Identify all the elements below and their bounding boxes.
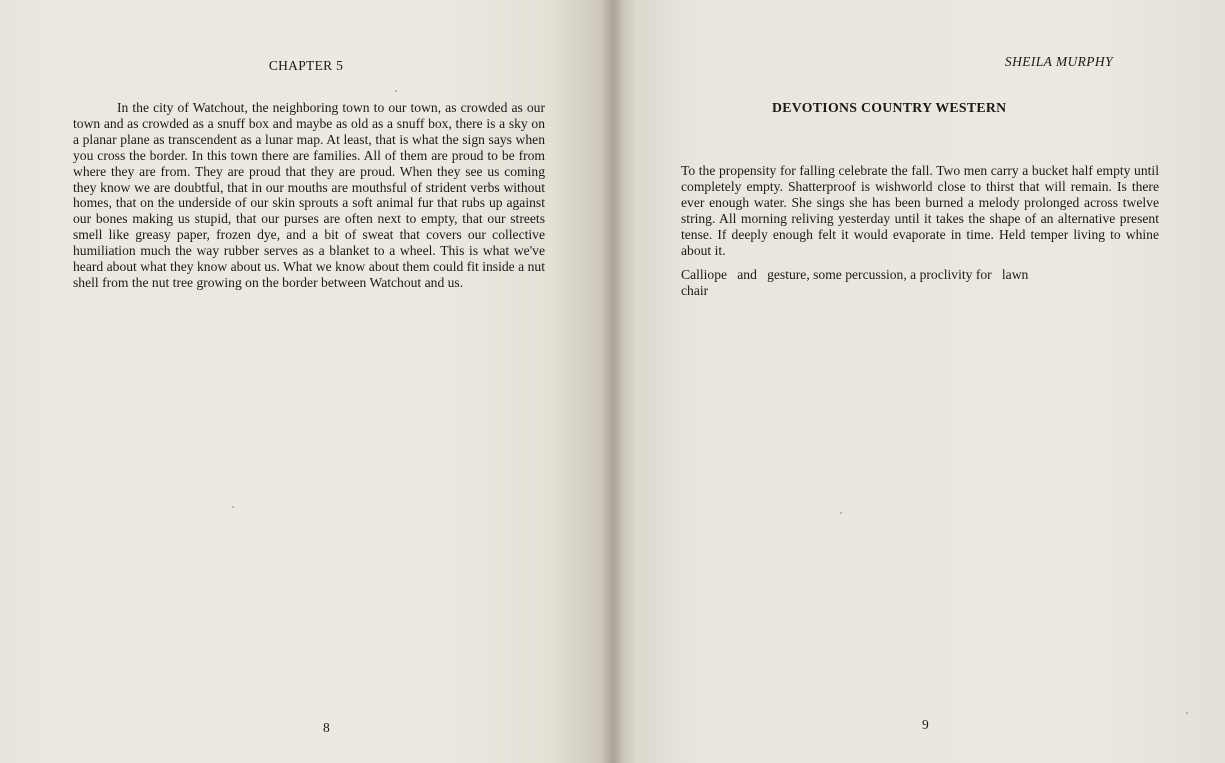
poem-closing-lines — [681, 267, 1101, 299]
paper-speck — [395, 90, 397, 92]
left-page — [0, 0, 612, 763]
poem-line: Calliope and gesture, some percussion, a proclivity for lawn — [681, 267, 1029, 282]
paper-speck — [1186, 712, 1188, 714]
paper-speck — [232, 506, 234, 508]
poem-line: chair — [681, 282, 709, 298]
author-running-head: SHEILA MURPHY — [1004, 54, 1113, 69]
book-gutter — [600, 0, 624, 763]
poem-title: DEVOTIONS COUNTRY WESTERN — [772, 100, 1007, 115]
paper-speck — [840, 512, 842, 514]
page-number-left: 8 — [323, 720, 330, 735]
chapter-heading: CHAPTER 5 — [268, 58, 344, 73]
chapter-prose: In the city of Watchout, the neighboring town to our town, as crowded as our town and as crowded as a snuff box and maybe as old as a snuff box, there is a sky on a planar plane as transcendent as a lunar map. At least, that is what the sign says when you cross the border. In this town there are families. All of them are proud to be from where they are from. They are proud that they are proud. When they see us coming they know we are doubtful, that in our mouths are mouthsful of strident verbs without homes, that on the underside of our skin sprouts a soft animal fur that rubs up against our bones making us stupid, that our purses are often next to empty, that our streets smell like greasy paper, frozen dye, and a bit of sweat that covers our collective humiliation much the way rubber serves as a blanket to a wheel. This is what we've heard about what they know about us. What we know about them could fit inside a nut shell from the nut tree growing on the border between Watchout and us. — [73, 100, 545, 290]
poem-prose: To the propensity for falling celebrate the fall. Two men carry a bucket half empty until completely empty. Shatterproof is wishworld close to thirst that will remain. Is there ever enough water. She sings she has been burned a melody prolonged across twelve string. All morning reliving yesterday until it takes the shape of an alternative present tense. If deeply enough felt it would evaporate in time. Held temper living to whine about it. — [681, 163, 1159, 258]
page-number-right: 9 — [922, 717, 929, 732]
